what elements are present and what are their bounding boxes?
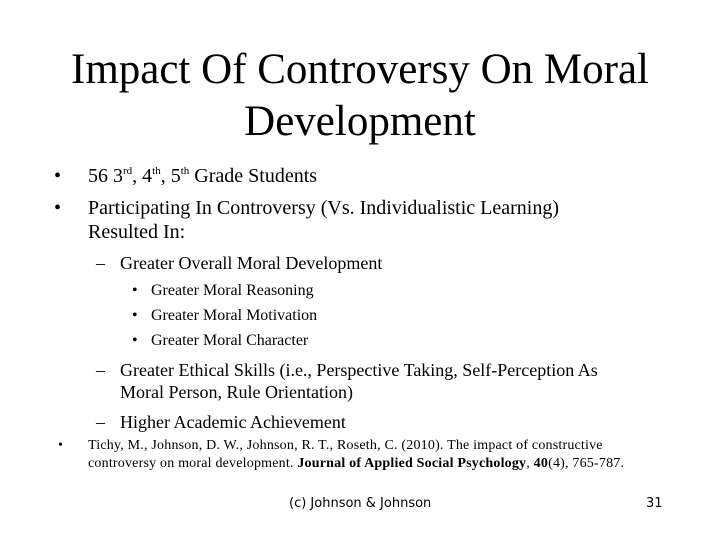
bullet-text: 56 3rd, 4th, 5th Grade Students (88, 165, 318, 187)
sub-bullet-text: Higher Academic Achievement (120, 412, 346, 432)
bullet-marker: • (54, 165, 62, 187)
citation-bullet-marker: • (58, 438, 63, 453)
dash-marker: – (96, 360, 105, 380)
sub-bullet-text-line-2: Moral Person, Rule Orientation) (120, 382, 353, 402)
bullet-marker: • (132, 307, 138, 324)
bullet-text-line-1: Participating In Controversy (Vs. Individualistic Learning) (88, 197, 560, 219)
bullet-text-line-2: Resulted In: (88, 221, 186, 243)
subsub-bullet-text: Greater Moral Reasoning (151, 282, 314, 299)
sub-bullet-text-line-1: Greater Ethical Skills (i.e., Perspective Taking, Self-Perception As (120, 360, 598, 380)
title-line-2: Development (244, 98, 476, 145)
dash-marker: – (96, 253, 105, 273)
citation: Tichy, M., Johnson, D. W., Johnson, R. T., Roseth, C. (2010). The impact of constructive controversy on moral development. Journal of Applied Social Psychology, 40(4), 765-787. (88, 438, 625, 471)
slide-number: 31 (646, 496, 663, 511)
title-line-1: Impact Of Controversy On Moral (71, 46, 649, 93)
footer-copyright: (c) Johnson & Johnson (289, 496, 432, 511)
subsub-bullet-text: Greater Moral Motivation (151, 307, 318, 324)
sub-bullet-text: Greater Overall Moral Development (120, 253, 383, 273)
bullet-marker: • (54, 197, 62, 219)
bullet-marker: • (132, 332, 138, 349)
bullet-marker: • (132, 282, 138, 299)
dash-marker: – (96, 412, 105, 432)
slide-title (0, 44, 720, 148)
subsub-bullet-text: Greater Moral Character (151, 332, 309, 349)
